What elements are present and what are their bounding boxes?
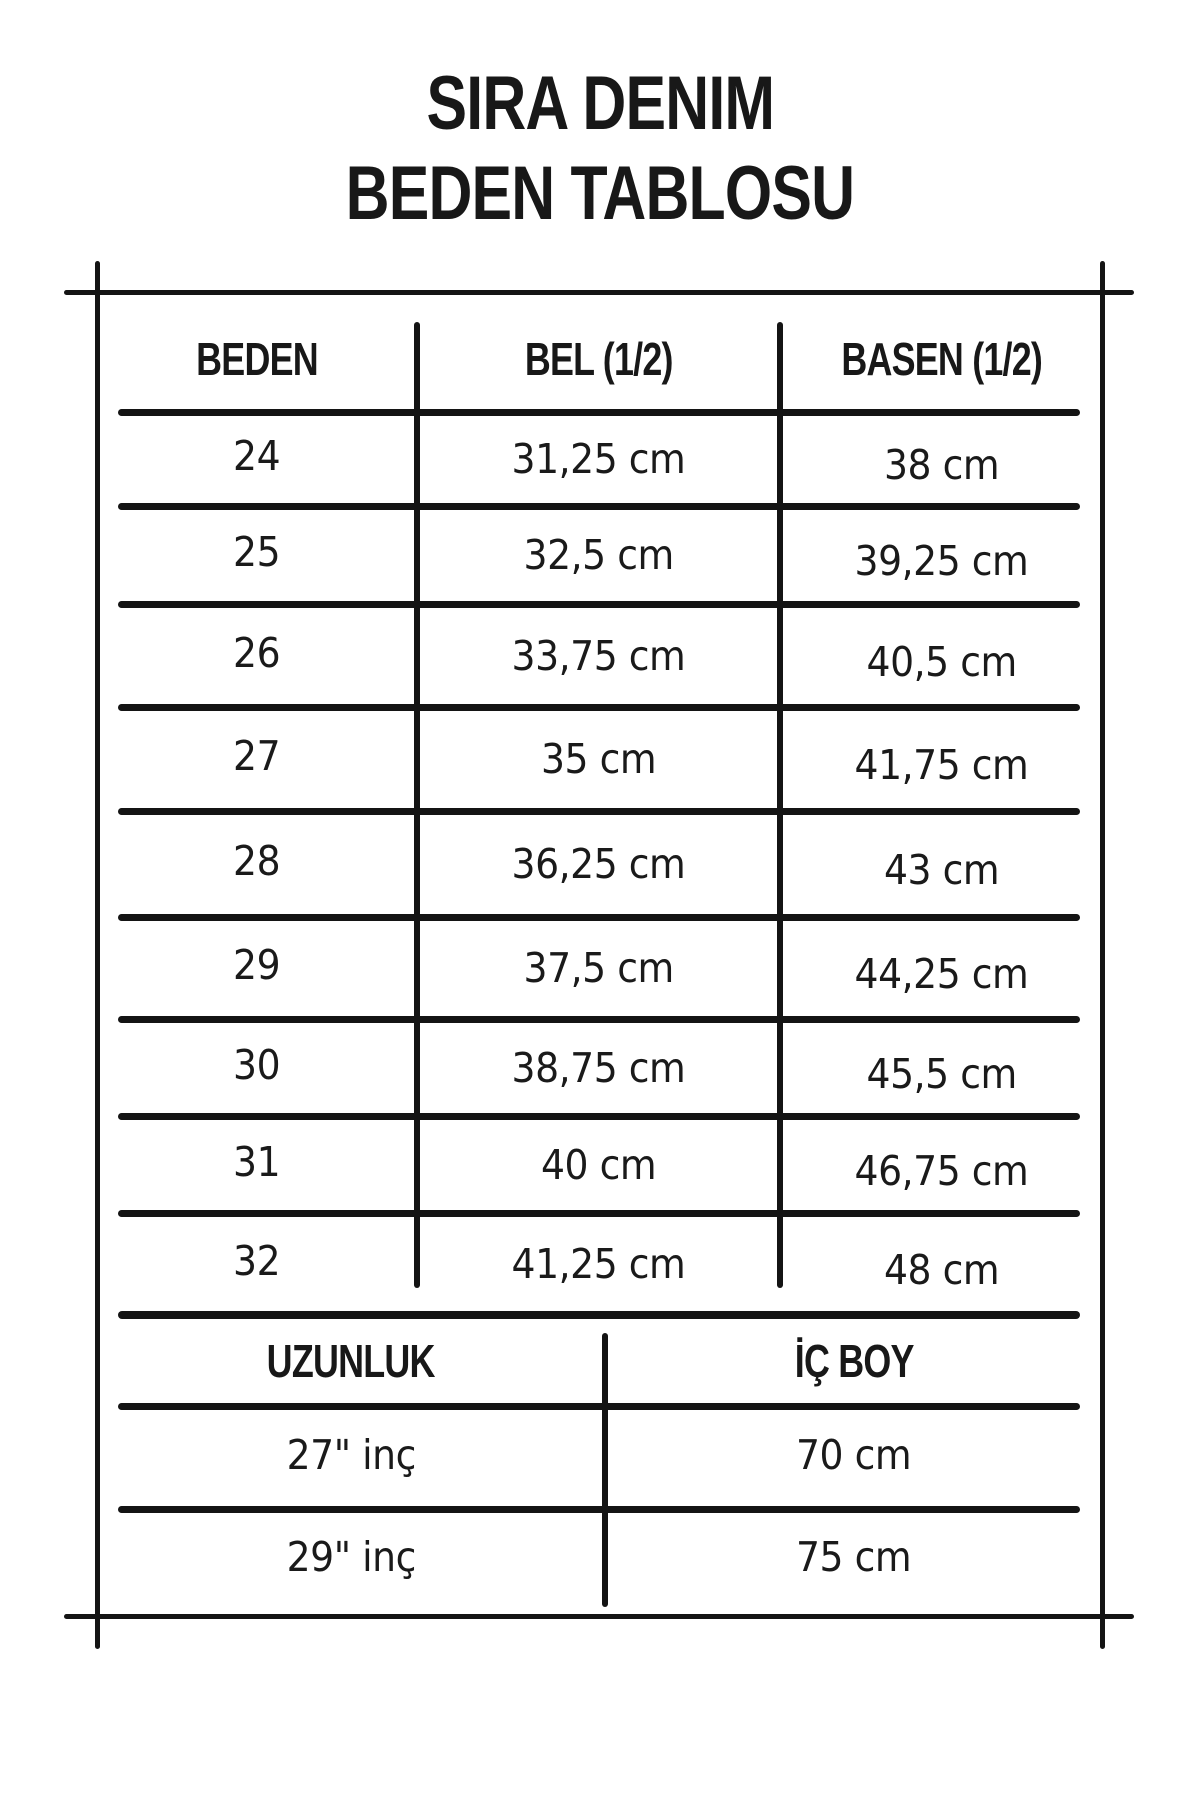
cell-inseam: 70 cm xyxy=(796,1430,912,1479)
length-table-header-row xyxy=(97,1319,1103,1403)
cell-size: 24 xyxy=(233,432,281,480)
cell-hip: 41,75 cm xyxy=(854,741,1029,789)
cell-size: 26 xyxy=(233,628,281,677)
page-title-line-1-text: SIRA DENIM xyxy=(426,61,774,146)
cell-waist: 31,25 cm xyxy=(511,435,686,483)
table-row-size-32 xyxy=(97,1210,1103,1311)
cell-hip: 45,5 cm xyxy=(866,1049,1017,1098)
table-row-size-25 xyxy=(97,503,1103,601)
table-row-size-30 xyxy=(97,1016,1103,1113)
cell-hip: 46,75 cm xyxy=(854,1146,1029,1195)
cell-waist: 37,5 cm xyxy=(523,944,674,992)
cell-size: 25 xyxy=(233,528,281,576)
frame-line-top xyxy=(64,290,1134,295)
cell-hip: 39,25 cm xyxy=(854,537,1029,585)
cell-size: 32 xyxy=(233,1236,281,1285)
table-row-size-29 xyxy=(97,914,1103,1016)
cell-hip: 44,25 cm xyxy=(854,950,1029,998)
cell-waist: 36,25 cm xyxy=(511,840,686,888)
table-row-size-26 xyxy=(97,601,1103,704)
cell-inseam: 75 cm xyxy=(796,1532,912,1581)
table-row-size-27 xyxy=(97,704,1103,808)
cell-size: 29 xyxy=(233,941,281,989)
cell-length: 27" inç xyxy=(286,1430,416,1479)
section-divider xyxy=(118,1311,1080,1319)
cell-waist: 35 cm xyxy=(540,735,657,783)
header-basen: BASEN (1/2) xyxy=(841,333,1042,385)
cell-hip: 43 cm xyxy=(883,846,1000,894)
header-uzunluk: UZUNLUK xyxy=(267,1335,435,1387)
cell-size: 28 xyxy=(233,837,281,885)
cell-size: 27 xyxy=(233,732,281,780)
header-bel: BEL (1/2) xyxy=(524,333,673,385)
table-row-length-27 xyxy=(97,1403,1103,1506)
table-row-size-24 xyxy=(97,409,1103,503)
page-title-line-1 xyxy=(0,61,1200,146)
size-table-header-row xyxy=(97,318,1103,400)
cell-length: 29" inç xyxy=(286,1532,416,1581)
page-title-line-2 xyxy=(0,151,1200,236)
cell-hip: 38 cm xyxy=(883,441,1000,489)
header-beden: BEDEN xyxy=(196,333,318,385)
cell-waist: 33,75 cm xyxy=(511,631,686,680)
cell-size: 30 xyxy=(233,1040,281,1089)
table-row-size-31 xyxy=(97,1113,1103,1210)
cell-hip: 40,5 cm xyxy=(866,637,1017,686)
header-ic-boy: İÇ BOY xyxy=(794,1335,914,1387)
cell-waist: 38,75 cm xyxy=(511,1043,686,1092)
frame-line-bottom xyxy=(64,1614,1134,1619)
cell-size: 31 xyxy=(233,1137,281,1186)
table-row-length-29 xyxy=(97,1506,1103,1607)
cell-waist: 40 cm xyxy=(540,1140,657,1189)
cell-hip: 48 cm xyxy=(883,1245,1000,1294)
cell-waist: 32,5 cm xyxy=(523,531,674,579)
table-row-size-28 xyxy=(97,808,1103,914)
page-title-line-2-text: BEDEN TABLOSU xyxy=(345,151,855,236)
cell-waist: 41,25 cm xyxy=(511,1239,686,1288)
